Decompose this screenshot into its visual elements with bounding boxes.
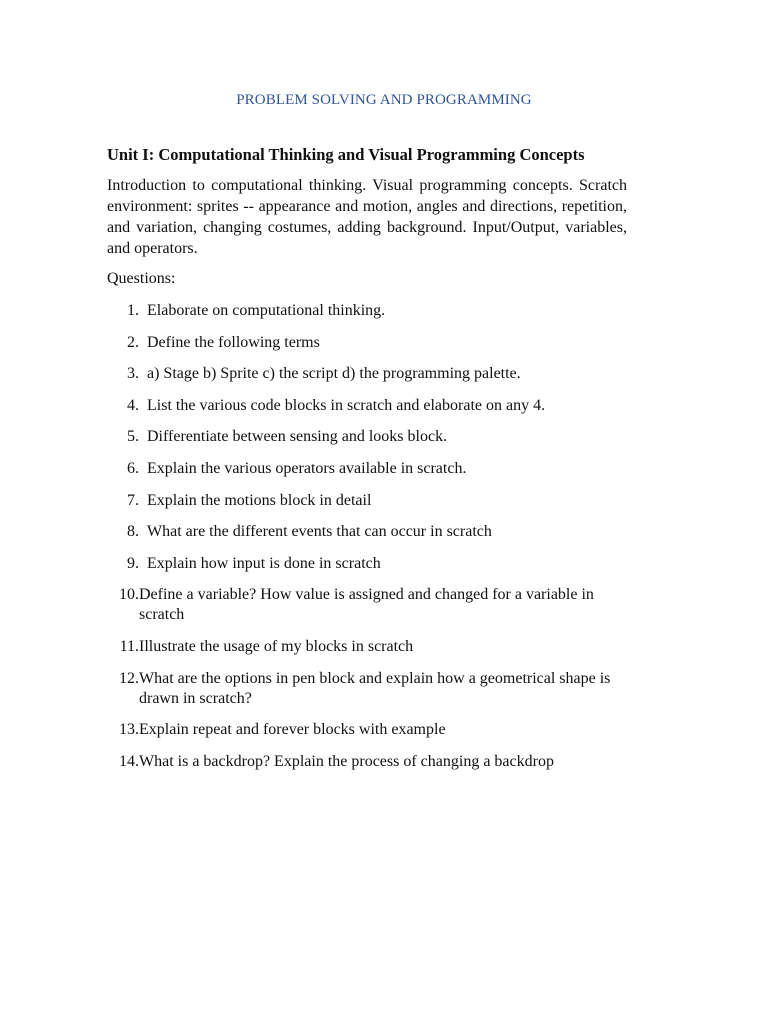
question-item xyxy=(107,720,637,740)
question-number: 8. xyxy=(127,523,139,541)
question-item xyxy=(107,637,637,657)
question-number: 10. xyxy=(119,586,139,604)
question-text: What are the options in pen block and explain how a geometrical shape is drawn in scratch? xyxy=(139,669,611,707)
question-number: 4. xyxy=(127,396,139,414)
unit-heading: Unit I: Computational Thinking and Visual Programming Concepts xyxy=(107,145,585,164)
question-number: 6. xyxy=(127,459,139,477)
question-item xyxy=(107,522,637,542)
question-item xyxy=(107,585,637,625)
questions-list xyxy=(107,301,637,783)
question-text: Explain repeat and forever blocks with example xyxy=(139,721,446,739)
question-number: 14. xyxy=(119,752,139,770)
question-number: 1. xyxy=(127,302,139,319)
question-text: Define the following terms xyxy=(147,333,320,351)
question-text: Elaborate on computational thinking. xyxy=(147,302,386,319)
question-item xyxy=(107,333,637,353)
questions-label: Questions: xyxy=(107,270,176,287)
question-number: 3. xyxy=(127,365,139,383)
question-item xyxy=(107,554,637,574)
question-number: 13. xyxy=(119,721,139,739)
question-item xyxy=(107,396,637,416)
question-number: 12. xyxy=(119,669,139,687)
question-number: 7. xyxy=(127,491,139,509)
question-number: 5. xyxy=(127,428,139,446)
question-text: Define a variable? How value is assigned and changed for a variable in scratch xyxy=(139,586,594,624)
question-item xyxy=(107,491,637,511)
question-text: What is a backdrop? Explain the process of changing a backdrop xyxy=(139,752,554,770)
question-number: 2. xyxy=(127,333,139,351)
question-item xyxy=(107,301,637,321)
question-text: List the various code blocks in scratch and elaborate on any 4. xyxy=(147,396,546,414)
question-item xyxy=(107,364,637,384)
question-text: Explain the various operators available in scratch. xyxy=(147,459,467,477)
question-text: Explain the motions block in detail xyxy=(147,491,372,509)
question-item xyxy=(107,752,637,772)
question-item xyxy=(107,459,637,479)
question-item xyxy=(107,427,637,447)
question-number: 11. xyxy=(119,637,139,655)
question-text: Differentiate between sensing and looks block. xyxy=(147,428,448,446)
question-text: a) Stage b) Sprite c) the script d) the programming palette. xyxy=(147,365,521,383)
question-number: 9. xyxy=(127,554,139,572)
question-text: Illustrate the usage of my blocks in scratch xyxy=(139,637,414,655)
question-item xyxy=(107,669,637,709)
question-text: What are the different events that can occur in scratch xyxy=(147,523,492,541)
unit-introduction: Introduction to computational thinking. Visual programming concepts. Scratch environment: sprites -- appearance and motion, angles and directions, repetition, and variation, changing costumes, adding background. Input/Output, variables, and operators. xyxy=(107,177,627,257)
question-text: Explain how input is done in scratch xyxy=(147,554,381,572)
document-title: PROBLEM SOLVING AND PROGRAMMING xyxy=(236,92,532,108)
